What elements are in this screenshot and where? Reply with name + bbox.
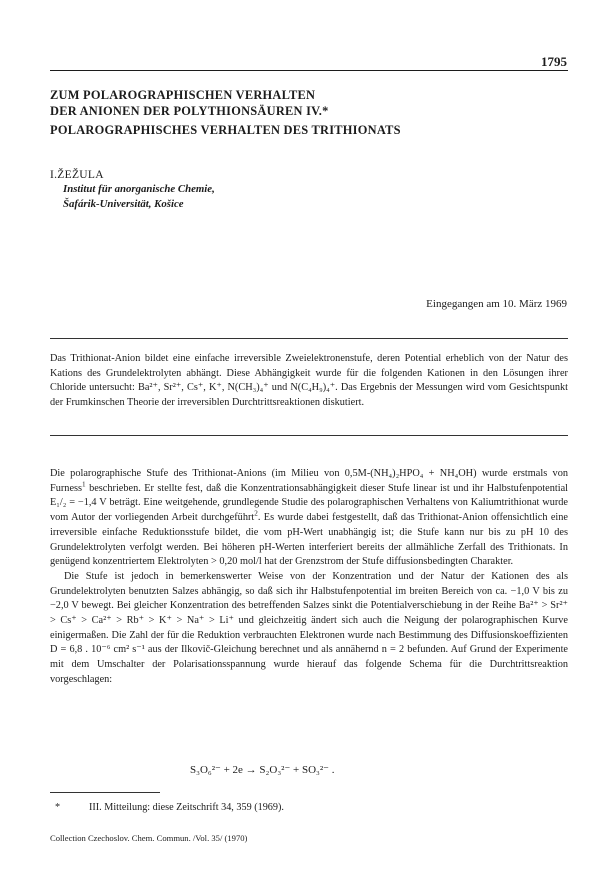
body-paragraph-2: Die Stufe ist jedoch in bemerkenswerter Weise von der Konzentration und der Natur der Kationen des als Grundelektrolyten benutzten Salzes abhängig, so daß sich ihr Halbstufenpotential im breiten Bereich von ca. −1,0 V bis zu −2,0 V bewegt. Bei gleicher Konzentration des betreffenden Salzes sinkt die Potentialverschiebung in der Reihe Ba²⁺ > Sr²⁺ > Cs⁺ > Ca²⁺ > Rb⁺ > K⁺ > Na⁺ > Li⁺ und gleichzeitig ändert sich auch die Neigung der polarographischen Kurve einigermaßen. Die Zahl der für die Reduktion verbrauchten Elektronen wurde nach Bestimmung des Diffusionskoeffizienten D = 6,8 . 10⁻⁶ cm² s⁻¹ aus der Ilkovič-Gleichung berechnet und als annähernd n = 2 befunden. Auf Grund der Experimente mit dem Umschalter der Polarisationsspannung wurde hierauf das folgende Schema für die Durchtrittsreaktion vorgeschlagen: <box>50 570 568 685</box>
body-p1-part-a: Die polarographische Stufe des Trithionat-Anions (im Milieu von 0,5M-(NH₄)₂HPO₄ + NH₄OH) wurde erstmals von Furness <box>50 468 568 494</box>
reference-2: 2 <box>254 509 258 518</box>
title-line-1: ZUM POLAROGRAPHISCHEN VERHALTEN <box>50 88 316 102</box>
title-line-2: DER ANIONEN DER POLYTHIONSÄUREN IV.* <box>50 104 329 118</box>
body-p1-part-c: . Es wurde dabei festgestellt, daß das Trithionat-Anion offensichtlich eine irreversible einfache Reduktionsstufe bildet, die vom pH-Wert unabhängig ist; die Stufe kann nur bis zu pH 10 des Grundelektrolyten verfolgt werden. Bei höheren pH-Werten interferiert bereits der allmähliche Zerfall des Trithionats. In genügend konzentriertem Elektrolyten > 0,20 mol/l hat der Grenzstrom der Stufe diffusionsbedingten Charakter. <box>50 512 568 568</box>
body-paragraph-1 <box>50 467 568 570</box>
title-line-3: POLAROGRAPHISCHES VERHALTEN DES TRITHIONATS <box>50 123 401 137</box>
abstract-rule-bottom <box>50 435 568 436</box>
reaction-equation: S₃O₆²⁻ + 2e → S₂O₃²⁻ + SO₃²⁻ . <box>190 764 335 776</box>
abstract-rule-top <box>50 338 568 339</box>
abstract-text-1: Das Trithionat-Anion bildet eine einfache irreversible Zweielektronenstufe, deren Potential erheblich von der Natur des Kations des Grundelektrolyten abhängt. Diese Abhängigkeit wurde für die folgenden Kationen in den Lösungen ihrer Chloride untersucht: <box>50 353 568 393</box>
footnote-rule <box>50 792 160 793</box>
body-p1-part-b: beschrieben. Er stellte fest, daß die Konzentrationsabhängigkeit dieser Stufe linear ist und ihr Halbstufenpotential E₁/₂ = −1,4 V beträgt. Eine weitgehende, grundlegende Studie des polarographischen Verhaltens von Kaliumtrithionat wurde vom Autor der vorliegenden Arbeit durchgeführt <box>50 482 568 524</box>
page-number: 1795 <box>541 54 567 69</box>
abstract <box>50 352 568 410</box>
footnote-text: III. Mitteilung: diese Zeitschrift 34, 359 (1969). <box>89 802 284 813</box>
body-text <box>50 467 568 688</box>
abstract-text-2: . Das Ergebnis der Messungen wird vom Gesichtspunkt der Frumkinschen Theorie der irreversiblen Durchtrittsreaktionen diskutiert. <box>50 382 568 408</box>
footnote-mark: * <box>55 802 61 813</box>
affiliation-line-2: Šafárik-Universität, Košice <box>63 198 184 210</box>
footnote <box>55 802 284 813</box>
abstract-ions: Ba²⁺, Sr²⁺, Cs⁺, K⁺, N(CH₃)₄⁺ und N(C₄H₉)₄⁺ <box>137 382 336 393</box>
affiliation-line-1: Institut für anorganische Chemie, <box>63 183 215 195</box>
header-rule <box>50 70 568 71</box>
received-date: Eingegangen am 10. März 1969 <box>426 298 567 310</box>
author: I.ŽEŽULA <box>50 169 104 181</box>
journal-citation: Collection Czechoslov. Chem. Commun. /Vol. 35/ (1970) <box>50 833 248 843</box>
reference-1: 1 <box>82 480 86 489</box>
